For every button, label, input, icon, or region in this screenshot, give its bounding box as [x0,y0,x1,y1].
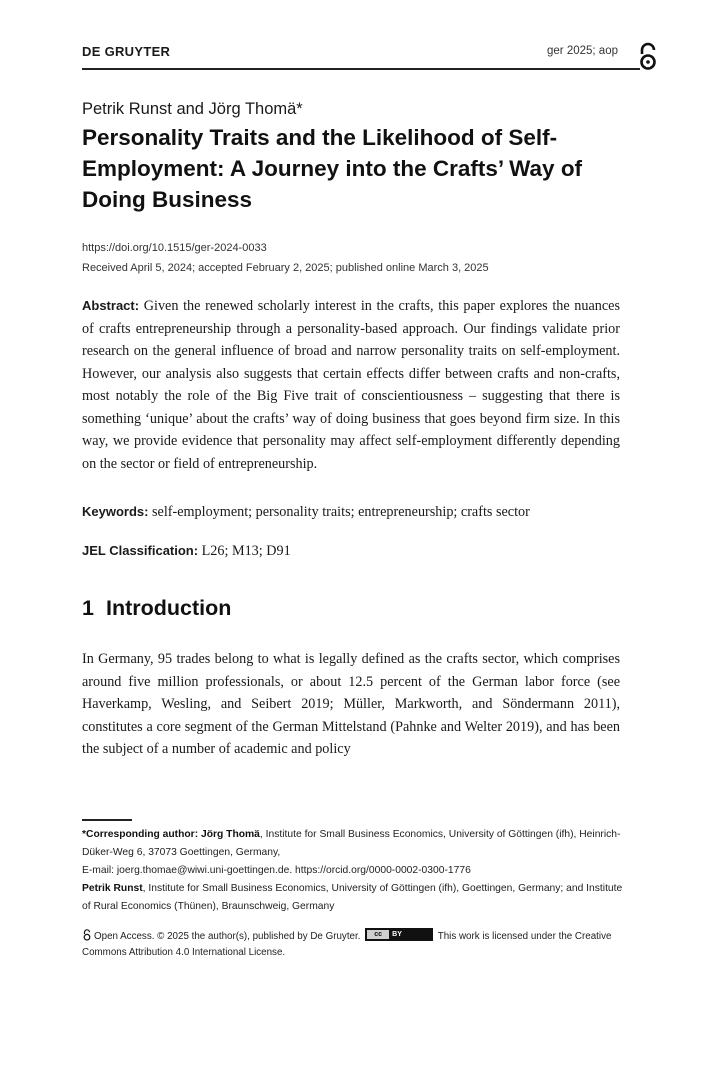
section-number: 1 [82,596,94,620]
publisher-name: DE GRUYTER [82,44,171,59]
jel-label: JEL Classification: [82,543,199,558]
journal-reference: ger 2025; aop [547,45,618,57]
page-header [82,42,660,70]
corresponding-author-label: *Corresponding author: Jörg Thomä [82,829,260,840]
cc-by-license-badge[interactable] [365,928,433,941]
abstract-label: Abstract: [82,298,140,313]
section-title: Introduction [105,596,232,620]
open-access-small-icon [82,929,92,941]
footnote-divider [82,819,132,821]
keywords-text: self-employment; personality traits; entrepreneurship; crafts sector [152,504,530,520]
cc-badge-left: cc [367,930,389,939]
abstract-text: Given the renewed scholarly interest in the crafts, this paper explores the nuances of crafts entrepreneurship through a personality-based approach. Our findings validate prior research on the general influence of broad and narrow personality traits on self-employment. However, our analysis also suggests that certain effects differ between crafts and non-crafts, most notably the role of the Big Five trait of conscientiousness – suggesting that there is something ‘unique’ about the crafts’ way of doing business that goes beyond firm size. In this way, we provide evidence that personality may affect self-employment differently depending on the sector or field of entrepreneurship. [82,298,621,472]
abstract [82,295,620,475]
introduction-paragraph: In Germany, 95 trades belong to what is legally defined as the crafts sector, which comprises around five million professionals, or about 12.5 percent of the German labor force (see Haverkamp, Wesling, and Seibert 2019; Müller, Markworth, and Söndermann 2011), constitutes a core segment of the German Mittelstand (Pahnke and Welter 2019), and has been the subject of a number of academic and policy [82,651,620,757]
license-text-before: Open Access. © 2025 the author(s), published by De Gruyter. [94,931,361,942]
article-dates: Received April 5, 2024; accepted February 2, 2025; published online March 3, 2025 [82,262,489,274]
license-statement [82,928,627,961]
article-doi-link[interactable]: https://doi.org/10.1515/ger-2024-0033 [82,242,267,254]
cc-badge-right: BY [392,931,402,938]
header-divider [82,68,640,70]
keywords-label: Keywords: [82,504,149,519]
jel-text: L26; M13; D91 [201,543,291,559]
section-heading-introduction [82,596,231,621]
corresponding-author-note [82,826,627,862]
corresponding-author-contact[interactable]: E-mail: joerg.thomae@wiwi.uni-goettingen.de. https://orcid.org/0000-0002-0300-1776 [82,865,471,876]
second-author-label: Petrik Runst [82,883,143,894]
license-text-after: This work is licensed under the Creative Commons Attribution 4.0 International License. [82,931,612,958]
second-author-note [82,880,627,916]
article-authors: Petrik Runst and Jörg Thomä* [82,100,303,118]
footnotes [82,826,627,916]
article-title: Personality Traits and the Likelihood of Self-Employment: A Journey into the Crafts’ Way of Doing Business [82,125,583,212]
keywords [82,501,642,524]
corresponding-author-affiliation: , Institute for Small Business Economics, University of Göttingen (ifh), Heinrich-Düker-Weg 6, 37073 Goettingen, Germany, [82,829,621,858]
jel-classification [82,540,642,563]
second-author-affiliation: , Institute for Small Business Economics, University of Göttingen (ifh), Goettingen, Germany; and Institute of Rural Economics (Thünen), Braunschweig, Germany [82,883,623,912]
